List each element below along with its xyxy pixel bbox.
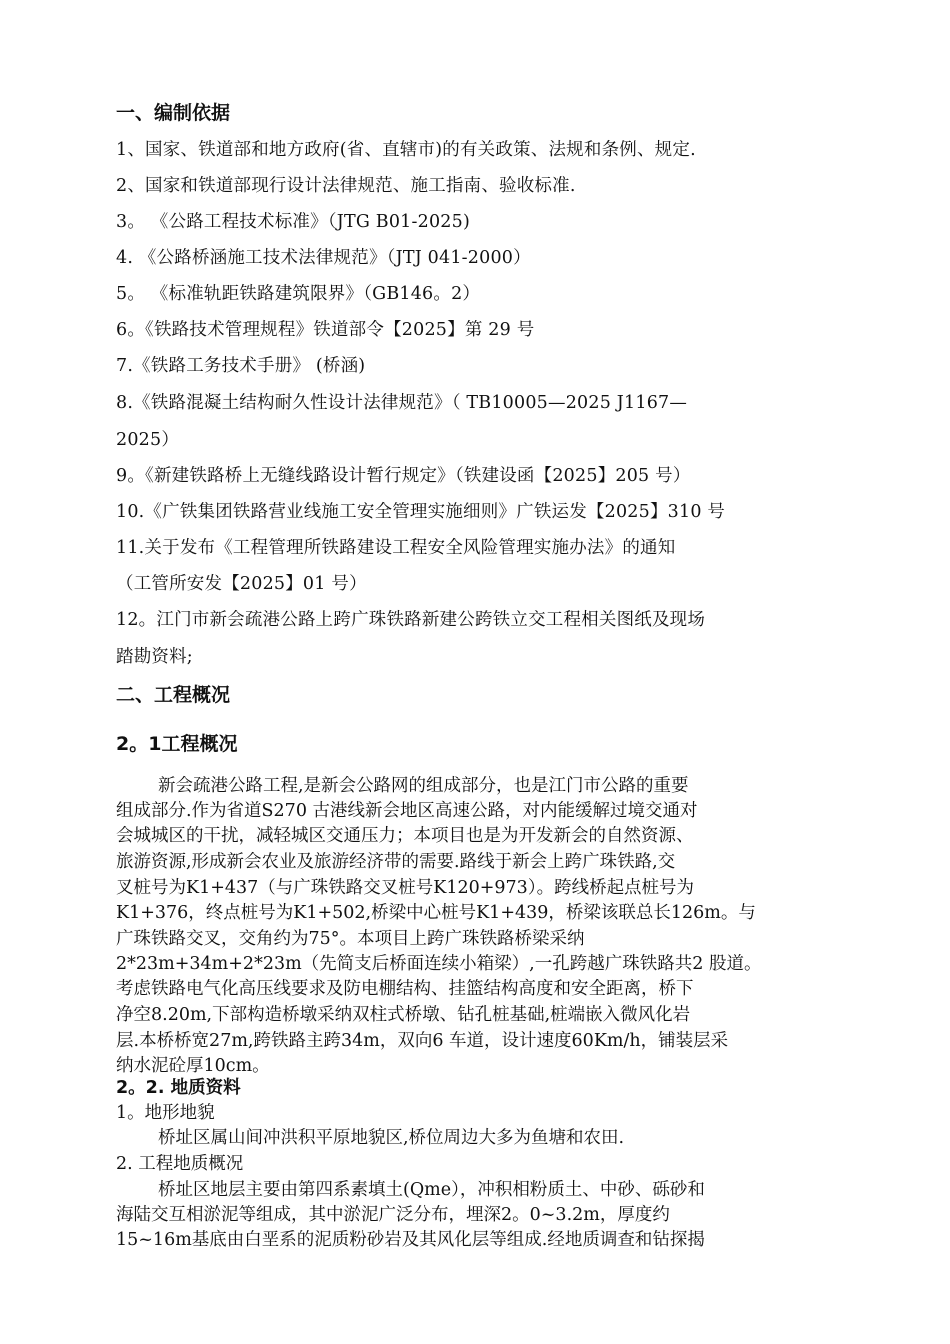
terrain-heading: 1。地形地貌 <box>116 1103 215 1123</box>
overview-line: 新会疏港公路工程,是新会公路网的组成部分，也是江门市公路的重要 <box>158 776 689 796</box>
basis-item: 2025） <box>116 430 180 450</box>
basis-item: 3。 《公路工程技术标准》（JTG B01-2025) <box>116 212 470 232</box>
basis-item: 11.关于发布《工程管理所铁路建设工程安全风险管理实施办法》的通知 <box>116 538 676 558</box>
overview-line: 叉桩号为K1+437（与广珠铁路交叉桩号K120+973）。跨线桥起点桩号为 <box>116 878 695 898</box>
terrain-text: 桥址区属山间冲洪积平原地貌区,桥位周边大多为鱼塘和农田. <box>158 1128 625 1148</box>
subsection-heading-geology: 2。2. 地质资料 <box>116 1078 241 1098</box>
basis-item: 5。 《标准轨距铁路建筑限界》（GB146。2） <box>116 284 481 304</box>
basis-item: 9。《新建铁路桥上无缝线路设计暂行规定》（铁建设函【2025】205 号） <box>116 466 691 486</box>
overview-line: 旅游资源,形成新会农业及旅游经济带的需要.路线于新会上跨广珠铁路,交 <box>116 852 676 872</box>
section-heading-basis: 一、编制依据 <box>116 102 231 124</box>
geology-line: 海陆交互相淤泥等组成，其中淤泥广泛分布，埋深2。0~3.2m，厚度约 <box>116 1205 670 1225</box>
geology-line: 15~16m基底由白垩系的泥质粉砂岩及其风化层等组成.经地质调查和钻探揭 <box>116 1230 705 1250</box>
overview-line: 广珠铁路交叉，交角约为75°。本项目上跨广珠铁路桥梁采纳 <box>116 929 585 949</box>
basis-item: 2、国家和铁道部现行设计法律规范、施工指南、验收标准. <box>116 176 576 196</box>
subsection-heading-overview: 2。1工程概况 <box>116 733 238 755</box>
basis-item: 12。江门市新会疏港公路上跨广珠铁路新建公跨铁立交工程相关图纸及现场 <box>116 610 706 630</box>
basis-item: 6。《铁路技术管理规程》铁道部令【2025】第 29 号 <box>116 320 535 340</box>
overview-line: K1+376，终点桩号为K1+502,桥梁中心桩号K1+439，桥梁该联总长126m。与 <box>116 903 756 923</box>
basis-item: 8.《铁路混凝土结构耐久性设计法律规范》（ TB10005—2025 J1167— <box>116 393 688 413</box>
section-heading-overview: 二、工程概况 <box>116 684 231 706</box>
overview-line: 纳水泥砼厚10cm。 <box>116 1056 270 1076</box>
overview-line: 层.本桥桥宽27m,跨铁路主跨34m，双向6 车道，设计速度60Km/h，铺装层采 <box>116 1031 729 1051</box>
basis-item: 踏勘资料; <box>116 647 193 667</box>
overview-line: 组成部分.作为省道S270 古港线新会地区高速公路，对内能缓解过境交通对 <box>116 801 698 821</box>
geology-line: 桥址区地层主要由第四系素填土(Qme），冲积相粉质土、中砂、砾砂和 <box>158 1180 705 1200</box>
basis-item: （工管所安发【2025】01 号） <box>116 574 367 594</box>
basis-item: 10.《广铁集团铁路营业线施工安全管理实施细则》广铁运发【2025】310 号 <box>116 502 726 522</box>
overview-line: 净空8.20m,下部构造桥墩采纳双柱式桥墩、钻孔桩基础,桩端嵌入微风化岩 <box>116 1005 691 1025</box>
overview-line: 会城城区的干扰，减轻城区交通压力；本项目也是为开发新会的自然资源、 <box>116 826 694 846</box>
overview-line: 考虑铁路电气化高压线要求及防电棚结构、挂篮结构高度和安全距离，桥下 <box>116 979 694 999</box>
geology-heading: 2. 工程地质概况 <box>116 1154 244 1174</box>
basis-item: 1、国家、铁道部和地方政府(省、直辖市)的有关政策、法规和条例、规定. <box>116 140 696 160</box>
basis-item: 7.《铁路工务技术手册》 (桥涵) <box>116 356 366 376</box>
basis-item: 4. 《公路桥涵施工技术法律规范》（JTJ 041-2000） <box>116 248 531 268</box>
overview-line: 2*23m+34m+2*23m（先简支后桥面连续小箱梁）,一孔跨越广珠铁路共2 股道。 <box>116 954 762 974</box>
